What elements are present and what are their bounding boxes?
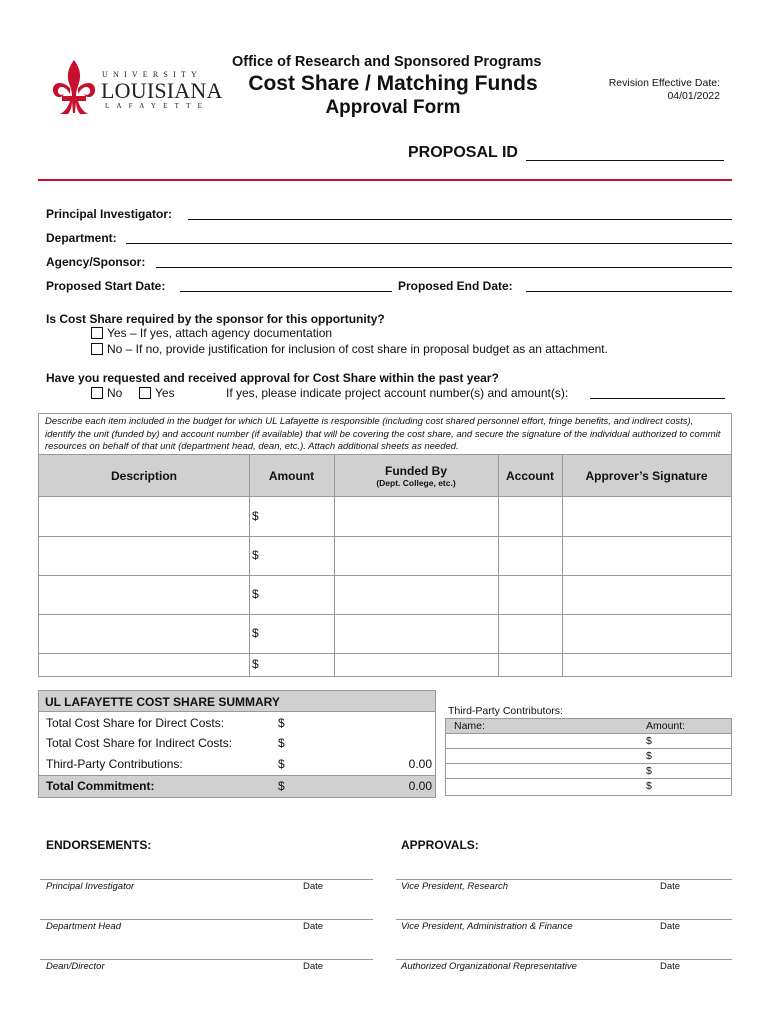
q2-no-checkbox[interactable] (91, 387, 103, 399)
summary-total-value[interactable]: 0.00 (408, 779, 432, 793)
q2-account-field[interactable] (590, 398, 725, 399)
summary-title: UL LAFAYETTE COST SHARE SUMMARY (39, 691, 435, 712)
agency-field[interactable] (156, 267, 732, 268)
list-item[interactable]: $ (446, 749, 731, 764)
summary-row-third-party: Third-Party Contributions: $ 0.00 (46, 757, 432, 771)
office-name: Office of Research and Sponsored Programs (232, 54, 542, 70)
question-prior-approval: Have you requested and received approval for Cost Share within the past year? (46, 371, 499, 385)
table-row[interactable]: $ (252, 587, 259, 601)
sig-label-vp-admin: Vice President, Administration & Finance (401, 921, 573, 932)
q1-yes-option[interactable] (91, 326, 332, 340)
signature-line-vp-admin[interactable] (396, 919, 732, 920)
list-item[interactable]: $ (446, 734, 731, 749)
university-logo (50, 58, 223, 118)
items-table-header (39, 454, 731, 497)
header-divider (38, 179, 732, 181)
sig-label-dept-head: Department Head (46, 921, 121, 932)
sig-label-aor: Authorized Organizational Representative (401, 961, 577, 972)
col-amount: Amount (268, 468, 315, 483)
col-funded-by: Funded By (Dept. College, etc.) (376, 463, 456, 488)
q1-yes-label: Yes – If yes, attach agency documentation (107, 326, 333, 340)
form-title-line2: Approval Form (325, 97, 461, 118)
summary-row-direct: Total Cost Share for Direct Costs: $ (46, 716, 285, 730)
sig-label-dean: Dean/Director (46, 961, 105, 972)
signature-line-aor[interactable] (396, 959, 732, 960)
approvals-title: APPROVALS: (401, 838, 479, 852)
items-instructions: Describe each item included in the budget for which UL Lafayette is responsible (including cost shared personnel effort, fringe benefits, and indirect costs), identify the unit (funded by) and account number (if available) that will be covering the cost share, and secure the signature of the individual authorized to commit resources on behalf of that unit (department head, dean, etc.). Attach additional sheets as needed. (45, 416, 721, 453)
q2-yes-checkbox[interactable] (139, 387, 151, 399)
table-row[interactable]: $ (252, 509, 259, 523)
question-cost-share-required: Is Cost Share required by the sponsor for this opportunity? (46, 312, 385, 326)
cost-share-items-table (38, 413, 732, 677)
sig-date-label: Date (303, 921, 324, 932)
sig-date-label: Date (660, 921, 681, 932)
q1-yes-checkbox[interactable] (91, 327, 103, 339)
list-item[interactable]: $ (646, 780, 652, 792)
col-approver-signature: Approver’s Signature (585, 468, 708, 483)
department-field[interactable] (126, 243, 732, 244)
summary-row-total: Total Commitment: $ 0.00 (39, 775, 435, 797)
start-date-field[interactable] (180, 291, 392, 292)
summary-row-indirect: Total Cost Share for Indirect Costs: $ (46, 736, 285, 750)
logo-louisiana-text: LOUISIANA (101, 78, 223, 103)
summary-third-party-value[interactable]: 0.00 (408, 757, 432, 771)
list-item[interactable]: $ (446, 764, 731, 779)
sig-date-label: Date (303, 961, 324, 972)
end-date-field[interactable] (526, 291, 732, 292)
q1-no-checkbox[interactable] (91, 343, 103, 355)
sig-date-label: Date (660, 881, 681, 892)
end-date-label: Proposed End Date: (398, 279, 513, 293)
q1-no-label: No – If no, provide justification for inclusion of cost share in proposal budget as an attachment. (107, 342, 608, 356)
logo-university-text: UNIVERSITY (102, 70, 202, 79)
revision-date: 04/01/2022 (667, 90, 720, 102)
sig-label-vpr: Vice President, Research (401, 881, 509, 892)
q2-no-option[interactable] (91, 386, 122, 400)
col-account: Account (506, 468, 554, 483)
sig-date-label: Date (660, 961, 681, 972)
q2-no-label: No (107, 386, 123, 400)
third-party-header: Name: Amount: (446, 719, 731, 734)
q2-yes-label: Yes (155, 386, 175, 400)
form-title-line1: Cost Share / Matching Funds (248, 72, 538, 95)
q2-ifyes-label: If yes, please indicate project account number(s) and amount(s): (226, 386, 569, 400)
proposal-id-label: PROPOSAL ID (408, 144, 518, 161)
agency-label: Agency/Sponsor: (46, 255, 146, 269)
pi-field[interactable] (188, 219, 732, 220)
table-row[interactable]: $ (252, 626, 259, 640)
signature-line-pi[interactable] (40, 879, 373, 880)
signature-line-dean[interactable] (40, 959, 373, 960)
table-row[interactable]: $ (252, 657, 259, 671)
q1-no-option[interactable] (91, 342, 608, 356)
pi-label: Principal Investigator: (46, 207, 173, 221)
start-date-label: Proposed Start Date: (46, 279, 166, 293)
table-row[interactable]: $ (252, 548, 259, 562)
sig-date-label: Date (303, 881, 324, 892)
revision-label: Revision Effective Date: (608, 77, 720, 89)
logo-lafayette-text: LAFAYETTE (105, 102, 210, 110)
signature-line-vpr[interactable] (396, 879, 732, 880)
third-party-title: Third-Party Contributors: (448, 705, 563, 717)
sig-label-pi: Principal Investigator (46, 881, 135, 892)
col-description: Description (110, 468, 177, 483)
cost-share-summary (38, 690, 436, 798)
q2-yes-option[interactable] (139, 386, 175, 400)
department-label: Department: (46, 231, 117, 245)
proposal-id-field[interactable] (526, 160, 724, 161)
fleur-de-lis-icon (50, 58, 98, 116)
funded-by-sub: (Dept. College, etc.) (376, 477, 456, 488)
revision-info (590, 77, 720, 103)
third-party-table (445, 718, 732, 796)
endorsements-title: ENDORSEMENTS: (46, 838, 152, 852)
signature-line-dept-head[interactable] (40, 919, 373, 920)
